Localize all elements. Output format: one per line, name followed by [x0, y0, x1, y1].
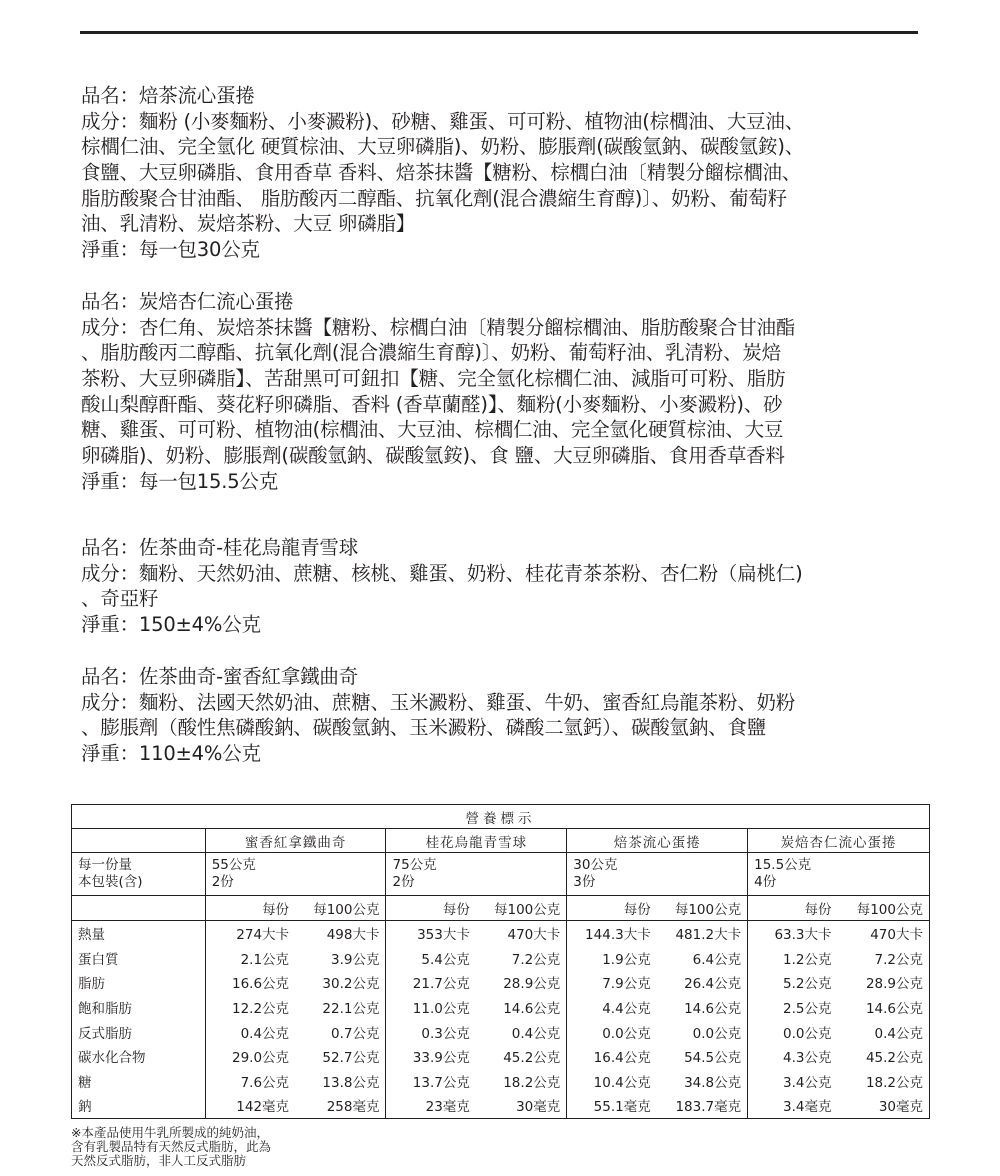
- nutrient-value: 30毫克: [838, 1093, 930, 1118]
- per-100g-header: 每100公克: [657, 896, 748, 921]
- nutrient-value: 55.1毫克: [567, 1093, 657, 1118]
- per-100g-header: 每100公克: [838, 896, 930, 921]
- nutrient-value: 30.2公克: [322, 976, 380, 993]
- footnote-line: ※本產品使用牛乳所製成的純奶油，: [71, 1125, 269, 1140]
- nutrient-value: 5.4公克: [386, 946, 476, 971]
- product-text-line: 淨重：每一包30公克: [81, 238, 260, 262]
- nutrient-value: 470大卡: [507, 927, 561, 944]
- nutrient-value: 3.4毫克: [748, 1093, 838, 1118]
- nutrient-row: [72, 1044, 930, 1069]
- nutrient-value: 45.2公克: [503, 1050, 561, 1067]
- nutrient-value: 34.8公克: [684, 1074, 742, 1091]
- product-text-line: 脂肪酸聚合甘油酯、 脂肪酸丙二醇酯、抗氧化劑(混合濃縮生育醇)〕、奶粉、葡萄籽: [81, 186, 787, 210]
- product-text-line: 淨重：150±4%公克: [81, 613, 261, 637]
- nutrient-value: 0.0公克: [748, 1019, 838, 1044]
- nutrient-row: [72, 1069, 930, 1094]
- nutrient-value: 1.2公克: [748, 946, 838, 971]
- nutrient-value: 1.9公克: [567, 946, 657, 971]
- nutrient-label: 反式脂肪: [72, 1019, 206, 1044]
- product-text-line: 成分：麵粉、天然奶油、蔗糖、核桃、雞蛋、奶粉、桂花青茶茶粉、杏仁粉（扁桃仁): [81, 561, 803, 585]
- nutrient-value: 0.0公克: [567, 1019, 657, 1044]
- nutrient-value: 144.3大卡: [567, 921, 657, 946]
- serving-size: 55公克: [211, 857, 256, 873]
- nutrient-value: 258毫克: [295, 1093, 386, 1118]
- serving-size-label: 每一份量: [78, 857, 132, 873]
- per-serving-header: 每份: [748, 896, 838, 921]
- nutrient-label: 脂肪: [72, 970, 206, 995]
- empty-cell: [72, 829, 206, 853]
- product-text-line: 、奇亞籽: [81, 587, 159, 611]
- product-text-line: 卵磷脂)、奶粉、膨脹劑(碳酸氫鈉、碳酸氫銨)、食 鹽、大豆卵磷脂、食用香草香料: [81, 444, 785, 468]
- product-text-line: 淨重：每一包15.5公克: [81, 469, 279, 493]
- product-text-line: 油、乳清粉、炭焙茶粉、大豆 卵磷脂】: [81, 212, 416, 236]
- serving-size: 15.5公克: [754, 857, 812, 873]
- serving-cell: [386, 853, 567, 896]
- nutrient-value: 0.4公克: [838, 1019, 930, 1044]
- nutrient-value: 12.2公克: [205, 995, 295, 1020]
- servings-per-package: 2份: [392, 874, 415, 890]
- nutrient-value: 7.2公克: [511, 951, 561, 968]
- nutrient-value: 28.9公克: [838, 970, 930, 995]
- nutrient-value: 7.2公克: [838, 946, 930, 971]
- serving-cell: [205, 853, 386, 896]
- product-info-1: [81, 83, 941, 263]
- nutrient-value: 274大卡: [205, 921, 295, 946]
- product-text-line: 食鹽、大豆卵磷脂、食用香草 香料、焙茶抹醬【糖粉、棕櫚白油〔精製分餾棕櫚油、: [81, 161, 802, 185]
- product-text-line: 棕櫚仁油、完全氫化 硬質棕油、大豆卵磷脂)、奶粉、膨脹劑(碳酸氫鈉、碳酸氫銨)、: [81, 135, 805, 159]
- nutrient-value: 142毫克: [205, 1093, 295, 1118]
- product-text-line: 茶粉、大豆卵磷脂】、苦甜黑可可鈕扣【糖、完全氫化棕櫚仁油、減脂可可粉、脂肪: [81, 367, 786, 391]
- nutrient-row: [72, 970, 930, 995]
- serving-labels: [72, 853, 206, 896]
- serving-cell: [748, 853, 930, 896]
- product-text-line: 酸山梨醇酐酯、葵花籽卵磷脂、香料 (香草蘭醛)】、麵粉(小麥麵粉、小麥澱粉)、砂: [81, 392, 783, 416]
- nutrient-value: 0.7公克: [331, 1025, 380, 1042]
- nutrition-title: 營養標示: [72, 805, 930, 829]
- nutrient-label: 熱量: [72, 921, 206, 946]
- product-text-line: 糖、雞蛋、可可粉、植物油(棕櫚油、大豆油、棕櫚仁油、完全氫化硬質棕油、大豆: [81, 418, 784, 442]
- nutrient-value: 481.2大卡: [675, 927, 742, 944]
- nutrient-value: 3.4公克: [748, 1069, 838, 1094]
- nutrient-value: 0.4公克: [205, 1019, 295, 1044]
- empty-cell: [72, 896, 206, 921]
- nutrient-value: 45.2公克: [838, 1044, 930, 1069]
- nutrient-value: 0.0公克: [692, 1025, 742, 1042]
- per-serving-header: 每份: [386, 896, 476, 921]
- nutrient-value: 4.3公克: [748, 1044, 838, 1069]
- nutrient-value: 33.9公克: [386, 1044, 476, 1069]
- product-text-line: 成分：麵粉 (小麥麵粉、小麥澱粉)、砂糖、雞蛋、可可粉、植物油(棕櫚油、大豆油、: [81, 109, 805, 133]
- nutrient-value: 498大卡: [326, 927, 380, 944]
- per-serving-header: 每份: [205, 896, 295, 921]
- nutrient-row: [72, 1019, 930, 1044]
- product-text-line: 品名：炭焙杏仁流心蛋捲: [81, 290, 294, 313]
- product-info-4: [81, 664, 941, 767]
- nutrient-value: 16.4公克: [567, 1044, 657, 1069]
- nutrient-value: 13.8公克: [322, 1074, 380, 1091]
- product-text-line: 成分：麵粉、法國天然奶油、蔗糖、玉米澱粉、雞蛋、牛奶、蜜香紅烏龍茶粉、奶粉: [81, 690, 796, 714]
- nutrient-value: 28.9公克: [503, 976, 561, 993]
- nutrient-value: 14.6公克: [503, 1001, 561, 1018]
- serving-size: 75公克: [392, 857, 437, 873]
- product-column-header: 炭焙杏仁流心蛋捲: [748, 829, 930, 853]
- nutrient-value: 63.3大卡: [748, 921, 838, 946]
- nutrient-value: 470大卡: [838, 921, 930, 946]
- nutrient-value: 18.2公克: [838, 1069, 930, 1094]
- per-100g-header: 每100公克: [295, 896, 386, 921]
- nutrient-value: 22.1公克: [322, 1001, 380, 1018]
- servings-per-package: 3份: [573, 874, 596, 890]
- product-text-line: 成分：杏仁角、炭焙茶抹醬【糖粉、棕櫚白油〔精製分餾棕櫚油、脂肪酸聚合甘油酯: [81, 315, 796, 339]
- nutrient-value: 21.7公克: [386, 970, 476, 995]
- nutrient-value: 10.4公克: [567, 1069, 657, 1094]
- nutrient-value: 7.9公克: [567, 970, 657, 995]
- nutrient-value: 23毫克: [386, 1093, 476, 1118]
- product-text-line: 品名：佐茶曲奇-蜜香紅拿鐵曲奇: [81, 665, 359, 688]
- serving-cell: [567, 853, 748, 896]
- nutrient-value: 29.0公克: [205, 1044, 295, 1069]
- servings-per-package: 4份: [754, 874, 777, 890]
- nutrient-value: 18.2公克: [503, 1074, 561, 1091]
- nutrient-label: 蛋白質: [72, 946, 206, 971]
- nutrient-value: 26.4公克: [684, 976, 742, 993]
- nutrient-value: 54.5公克: [684, 1050, 742, 1067]
- nutrient-value: 4.4公克: [567, 995, 657, 1020]
- nutrient-value: 5.2公克: [748, 970, 838, 995]
- nutrient-row: [72, 1093, 930, 1118]
- top-divider: [80, 31, 918, 34]
- nutrient-value: 0.4公克: [511, 1025, 561, 1042]
- nutrition-table: [71, 804, 930, 1119]
- nutrient-value: 3.9公克: [331, 951, 380, 968]
- nutrient-row: [72, 946, 930, 971]
- nutrient-label: 碳水化合物: [72, 1044, 206, 1069]
- footnote-line: 含有乳製品特有天然反式脂肪，此為: [71, 1139, 272, 1154]
- footnote: [71, 1126, 271, 1168]
- nutrient-value: 14.6公克: [838, 995, 930, 1020]
- product-info-3: [81, 535, 941, 638]
- product-text-line: 、膨脹劑（酸性焦磷酸鈉、碳酸氫鈉、玉米澱粉、磷酸二氫鈣）、碳酸氫鈉、食鹽: [81, 716, 767, 740]
- nutrient-value: 7.6公克: [205, 1069, 295, 1094]
- nutrient-value: 0.3公克: [386, 1019, 476, 1044]
- nutrient-label: 糖: [72, 1069, 206, 1094]
- nutrient-row: [72, 921, 930, 946]
- nutrient-value: 2.1公克: [205, 946, 295, 971]
- product-column-header: 焙茶流心蛋捲: [567, 829, 748, 853]
- product-text-line: 品名：佐茶曲奇-桂花烏龍青雪球: [81, 536, 359, 559]
- per-serving-header: 每份: [567, 896, 657, 921]
- nutrient-value: 2.5公克: [748, 995, 838, 1020]
- footnote-line: 天然反式脂肪，非人工反式脂肪: [71, 1153, 247, 1168]
- product-text-line: 品名：焙茶流心蛋捲: [81, 84, 255, 107]
- product-column-header: 桂花烏龍青雪球: [386, 829, 567, 853]
- serving-size: 30公克: [573, 857, 618, 873]
- nutrient-value: 16.6公克: [205, 970, 295, 995]
- nutrient-value: 353大卡: [386, 921, 476, 946]
- package-label: 本包裝(含): [78, 874, 143, 890]
- nutrient-value: 13.7公克: [386, 1069, 476, 1094]
- nutrient-label: 飽和脂肪: [72, 995, 206, 1020]
- nutrient-value: 30毫克: [476, 1093, 567, 1118]
- product-column-header: 蜜香紅拿鐵曲奇: [205, 829, 386, 853]
- product-text-line: 、脂肪酸丙二醇酯、抗氧化劑(混合濃縮生育醇)〕、奶粉、葡萄籽油、乳清粉、炭焙: [81, 341, 781, 365]
- product-info-2: [81, 289, 941, 495]
- nutrient-value: 14.6公克: [684, 1001, 742, 1018]
- nutrient-value: 11.0公克: [386, 995, 476, 1020]
- nutrient-value: 183.7毫克: [657, 1093, 748, 1118]
- nutrient-value: 52.7公克: [322, 1050, 380, 1067]
- nutrient-row: [72, 995, 930, 1020]
- per-100g-header: 每100公克: [476, 896, 567, 921]
- nutrient-value: 6.4公克: [692, 951, 742, 968]
- servings-per-package: 2份: [211, 874, 234, 890]
- nutrient-label: 鈉: [72, 1093, 206, 1118]
- product-text-line: 淨重：110±4%公克: [81, 742, 261, 766]
